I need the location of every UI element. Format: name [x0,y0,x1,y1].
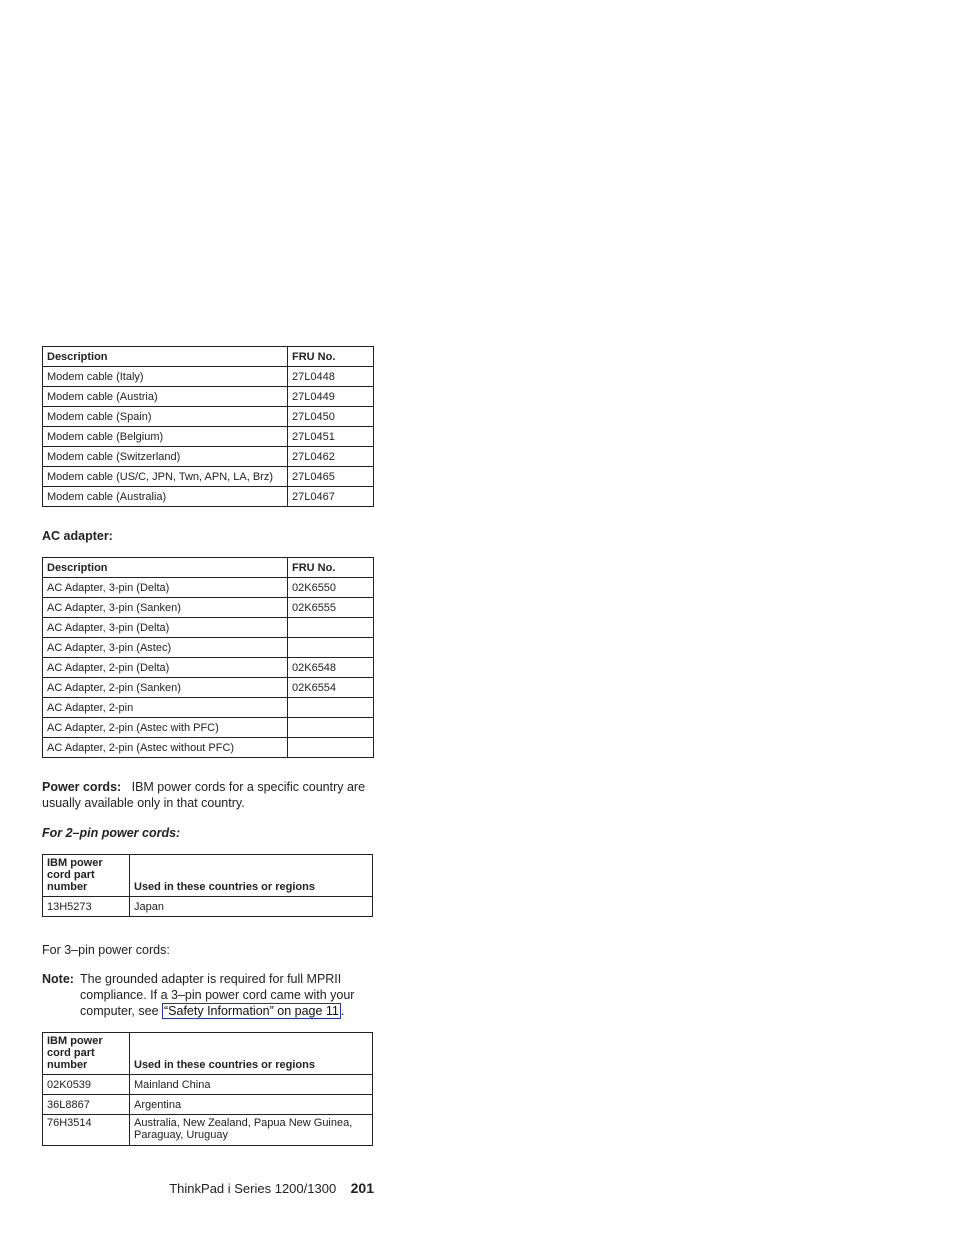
cell-fru [288,618,374,638]
cell-description: Modem cable (Italy) [43,367,288,387]
cell-fru [288,698,374,718]
ac-adapter-heading: AC adapter: [42,529,113,543]
cell-fru: 02K6554 [288,678,374,698]
column-header-part-number [43,1033,130,1075]
table-row [43,467,374,487]
cell-description: AC Adapter, 2-pin (Astec with PFC) [43,718,288,738]
column-header-countries: Used in these countries or regions [130,855,373,897]
cell-fru: 02K6550 [288,578,374,598]
two-pin-heading: For 2–pin power cords: [42,826,181,840]
power-cords-label: Power cords: [42,780,122,794]
cell-fru: 02K6555 [288,598,374,618]
table-row [43,678,374,698]
cell-description: Modem cable (Austria) [43,387,288,407]
column-header-description: Description [43,558,288,578]
column-header-fru: FRU No. [288,558,374,578]
table-row [43,718,374,738]
table-row [43,1115,373,1146]
safety-information-link[interactable]: “Safety Information” on page 11 [164,1004,339,1018]
cell-fru [288,738,374,758]
header-line: IBM power [47,857,103,869]
cell-fru: 27L0448 [288,367,374,387]
cell-fru [288,718,374,738]
cell-description: AC Adapter, 2-pin (Astec without PFC) [43,738,288,758]
note-text [80,971,370,1019]
cell-fru: 27L0449 [288,387,374,407]
page-number: 201 [350,1180,374,1196]
cell-description: Modem cable (US/C, JPN, Twn, APN, LA, Brz) [43,467,288,487]
note-end: . [340,1004,345,1018]
cell-fru: 27L0462 [288,447,374,467]
table-row [43,598,374,618]
cell-countries: Australia, New Zealand, Papua New Guinea, Paraguay, Uruguay [130,1115,373,1146]
table-row [43,658,374,678]
table-row [43,1095,373,1115]
cell-fru: 27L0451 [288,427,374,447]
cell-part-number: 13H5273 [43,897,130,917]
table-row [43,618,374,638]
header-line: number [47,881,88,893]
column-header-part-number [43,855,130,897]
three-pin-cord-table [42,1032,373,1146]
table-row [43,447,374,467]
table-row [43,387,374,407]
table-row [43,367,374,387]
table-header-row [43,558,374,578]
table-row [43,638,374,658]
table-header-row [43,1033,373,1075]
cell-description: AC Adapter, 2-pin [43,698,288,718]
cell-fru: 27L0450 [288,407,374,427]
table-row [43,738,374,758]
table-header-row [43,855,373,897]
cell-description: AC Adapter, 2-pin (Delta) [43,658,288,678]
table-row [43,698,374,718]
cell-countries: Japan [130,897,373,917]
cell-description: AC Adapter, 3-pin (Delta) [43,618,288,638]
cell-countries: Argentina [130,1095,373,1115]
column-header-countries: Used in these countries or regions [130,1033,373,1075]
power-cords-paragraph [42,779,374,811]
table-row [43,407,374,427]
column-header-fru: FRU No. [288,347,374,367]
note-body: The grounded adapter is required for full MPRII compliance. If a 3–pin power cord came with your computer, see [80,972,355,1018]
cell-description: AC Adapter, 3-pin (Sanken) [43,598,288,618]
cell-part-number: 76H3514 [43,1115,130,1146]
table-row [43,578,374,598]
note-label: Note: [42,972,74,986]
cell-part-number: 36L8867 [43,1095,130,1115]
header-line: cord part [47,869,95,881]
cell-description: Modem cable (Australia) [43,487,288,507]
cell-part-number: 02K0539 [43,1075,130,1095]
cell-countries: Mainland China [130,1075,373,1095]
cell-fru: 27L0467 [288,487,374,507]
cell-description: AC Adapter, 3-pin (Astec) [43,638,288,658]
table-row [43,897,373,917]
cell-fru: 27L0465 [288,467,374,487]
table-row [43,1075,373,1095]
power-cords-text: IBM power cords for a specific country are usually available only in that country. [42,780,366,810]
cell-description: AC Adapter, 3-pin (Delta) [43,578,288,598]
cell-description: Modem cable (Switzerland) [43,447,288,467]
two-pin-cord-table [42,854,373,917]
cell-fru: 02K6548 [288,658,374,678]
ac-adapter-table [42,557,374,758]
header-line: IBM power [47,1035,103,1047]
cell-description: Modem cable (Spain) [43,407,288,427]
three-pin-heading: For 3–pin power cords: [42,943,170,957]
header-line: number [47,1059,88,1071]
header-line: cord part [47,1047,95,1059]
cell-description: AC Adapter, 2-pin (Sanken) [43,678,288,698]
cell-description: Modem cable (Belgium) [43,427,288,447]
modem-cable-table [42,346,374,507]
footer-title: ThinkPad i Series 1200/1300 [169,1181,337,1196]
table-row [43,427,374,447]
column-header-description: Description [43,347,288,367]
page-footer [42,1180,374,1198]
cell-fru [288,638,374,658]
table-header-row [43,347,374,367]
table-row [43,487,374,507]
